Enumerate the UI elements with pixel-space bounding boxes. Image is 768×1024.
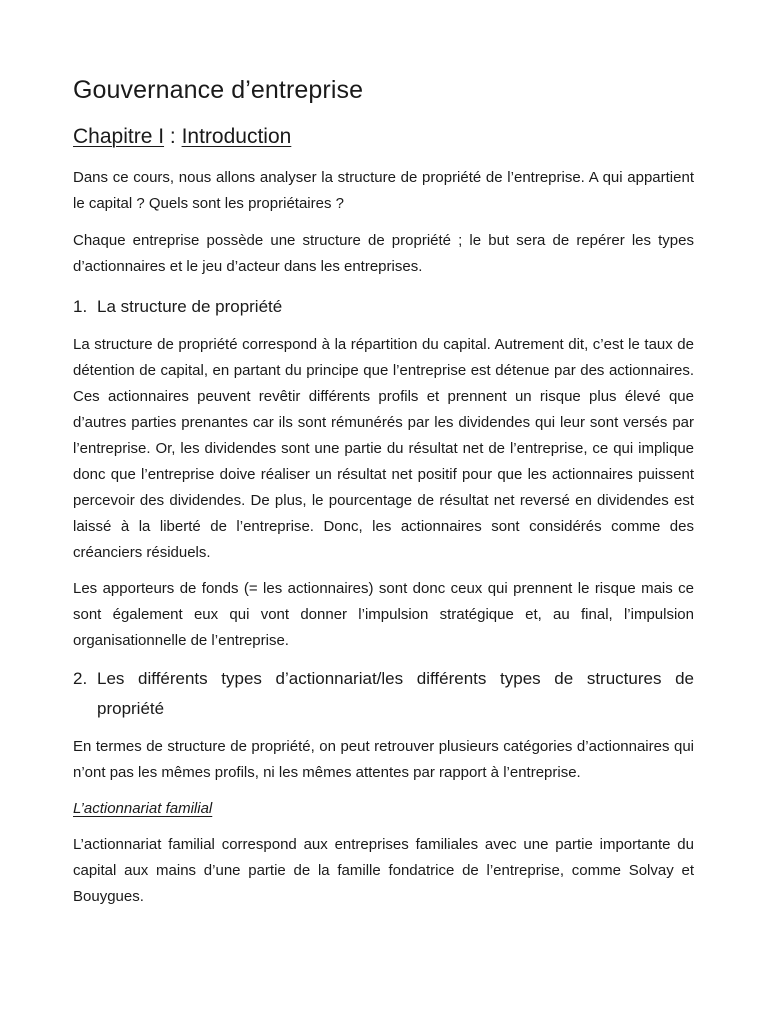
section-title: La structure de propriété [97, 297, 283, 316]
section-heading-2 [73, 664, 694, 724]
section-heading-1 [73, 292, 694, 322]
body-paragraph: Les apporteurs de fonds (= les actionnaires) sont donc ceux qui prennent le risque mais ce sont également eux qui vont donner l’impulsion stratégique et, au final, l’impulsion organisationnelle de l’entreprise. [73, 580, 694, 649]
section-title: Les différents types d’actionnariat/les différents types de structures de propriété [97, 669, 694, 718]
intro-paragraph: Chaque entreprise possède une structure de propriété ; le but sera de repérer les types d’actionnaires et le jeu d’acteur dans les entreprises. [73, 232, 694, 275]
chapter-name: Introduction [181, 125, 292, 148]
body-paragraph: L’actionnariat familial correspond aux entreprises familiales avec une partie importante du capital aux mains d’une partie de la famille fondatrice de l’entreprise, comme Solvay et Bouygues. [73, 836, 694, 905]
chapter-label: Chapitre I [73, 125, 165, 148]
document-title: Gouvernance d’entreprise [73, 76, 364, 104]
subsection-heading: L’actionnariat familial [73, 800, 213, 817]
chapter-separator: : [164, 125, 182, 148]
section-number: 1. [73, 297, 88, 316]
body-paragraph: En termes de structure de propriété, on peut retrouver plusieurs catégories d’actionnaires qui n’ont pas les mêmes profils, ni les mêmes attentes par rapport à l’entreprise. [73, 738, 694, 781]
intro-paragraph: Dans ce cours, nous allons analyser la structure de propriété de l’entreprise. A qui appartient le capital ? Quels sont les propriétaires ? [73, 169, 694, 212]
chapter-heading [73, 122, 694, 152]
section-number: 2. [73, 669, 88, 688]
body-paragraph: La structure de propriété correspond à la répartition du capital. Autrement dit, c’est le taux de détention de capital, en partant du principe que l’entreprise est détenue par des actionnaires. Ces actionnaires peuvent revêtir différents profils et prennent un risque plus élevé que d’autres parties prenantes car ils sont rémunérés par les dividendes qui leur sont versés par l’entreprise. Or, les dividendes sont une partie du résultat net de l’entreprise, ce qui implique donc que l’entreprise doive réaliser un résultat net positif pour que les actionnaires puissent percevoir des dividendes. De plus, le pourcentage de résultat net reversé en dividendes est laissé à la liberté de l’entreprise. Donc, les actionnaires sont considérés comme des créanciers résiduels. [73, 336, 694, 561]
